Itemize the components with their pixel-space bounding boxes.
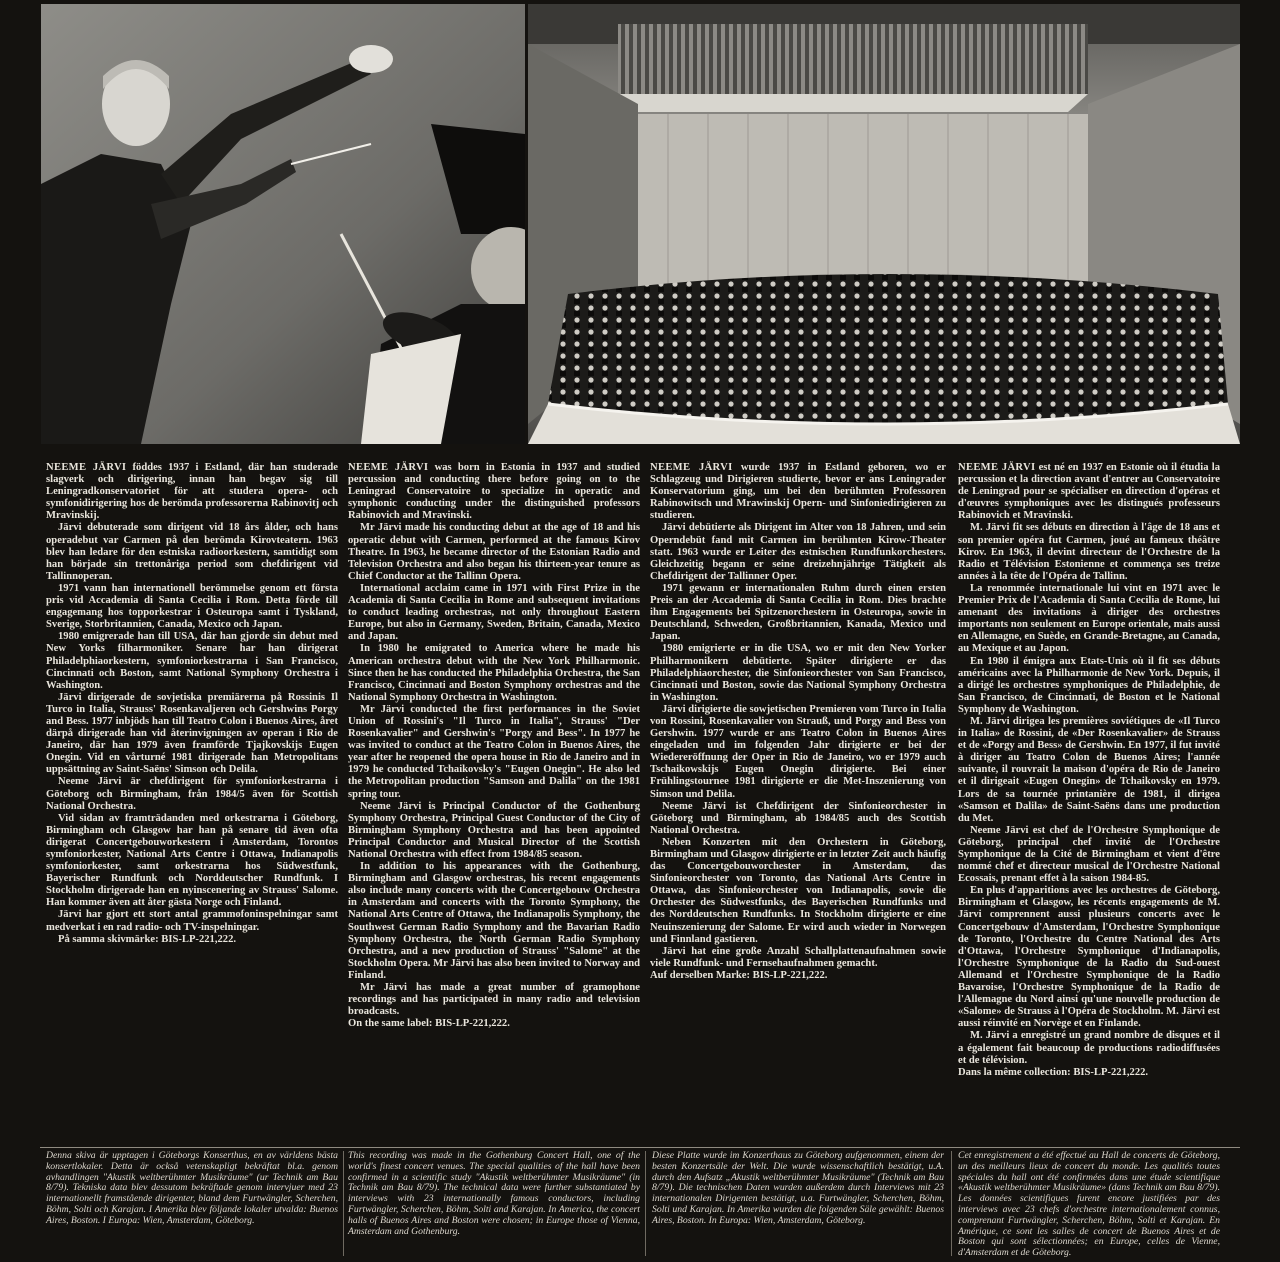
biography-english (348, 462, 640, 1030)
bio-paragraph: La renommée internationale lui vint en 1971 avec le Premier Prix de l'Academia di Santa Cecilia de Rome, lui amenant des invitations à diriger des orchestres importants non seulement en Europe orientale, mais aussi en Allemagne, en Suède, en Grande-Bretagne, au Canada, au Mexique et au Japon. (958, 582, 1220, 655)
bio-paragraph: 1971 gewann er internationalen Ruhm durch einen ersten Preis an der Accademia di Santa Cecilia in Rom. Dies brachte ihm Engagements bei Spitzenorchestern in Osteuropa, sowie in Deutschland, Schweden, Großbritannien, Kanada, Mexico und Japan. (650, 582, 946, 643)
orchestra-hall-photo (528, 4, 1240, 444)
conductor-photo (41, 4, 525, 444)
bio-paragraph: Neben Konzerten mit den Orchestern in Göteborg, Birmingham und Glasgow dirigierte er in letzter Zeit auch häufig das Concertgebouworchester in Amsterdam, das Sinfonieorchester von Toronto, das National Arts Centre in Ottawa, das Sinfonieorchester von Indianapolis, sowie die Orchester des Südwestfunks, des Bayerischen Rundfunks und des Norddeutschen Rundfunks. In Stockholm dirigierte er eine Neuinszenierung der Salome. Er wird auch wieder in Norwegen und Finnland gastieren. (650, 836, 946, 945)
recording-note-swedish: Denna skiva är upptagen i Göteborgs Konserthus, en av världens bästa konsertlokaler. Detta är också vetenskapligt bekräftat bl.a. genom avhandlingen "Akustik weltberühmter Musikräume" (ur Technik am Bau 8/79). Tekniska data blev dessutom bekräftade genom intervjuer med 23 internationellt framstående dirigenter, bland dem Furtwängler, Scherchen, Böhm, Solti och Karajan. I Amerika blev följande lokaler utvalda: Buenos Aires, Boston. I Europa: Wien, Amsterdam, Göteborg. (46, 1150, 338, 1226)
bio-paragraph: Mr Järvi has made a great number of gramophone recordings and has participated in many radio and television broadcasts. (348, 982, 640, 1018)
bio-paragraph: En 1980 il émigra aux Etats-Unis où il fit ses débuts américains avec la Philharmonie de New York. Depuis, il a dirigé les orchestres symphoniques de Philadelphie, de San Francisco, de Cincinnati, de Boston et le National Symphony de Washington. (958, 655, 1220, 715)
bio-paragraph: wurde 1937 in Estland geboren, wo er Schlagzeug und Dirigieren studierte, bevor er ans Leningrader Konservatorium ging, um bei den berühmten Professoren Rabinowitsch und Mrawinskij Opern- und Sinfoniedirigieren zu studieren. (650, 462, 946, 522)
column-divider (951, 1151, 952, 1256)
bio-paragraph: Mr Järvi conducted the first performances in the Soviet Union of Rossini's "Il Turco in Italia", Strauss' "Der Rosenkavalier" and Gershwin's "Porgy and Bess". In 1977 he was invited to conduct at the Teatro Colon in Buenos Aires, the year after he reopened the opera house in Rio de Janeiro and in 1979 he conducted Tchaikovsky's "Eugen Onegin". He also led the Metropolitan production "Samson and Dalila" on the 1981 spring tour. (348, 703, 640, 800)
bio-paragraph: Järvi dirigierte die sowjetischen Premieren vom Turco in Italia von Rossini, Rosenkavalier von Strauß, und Porgy and Bess von Gershwin. 1977 wurde er ans Teatro Colon in Buenos Aires eingeladen und im folgenden Jahr dirigierte er bei der Wiedereröffnung der Oper in Rio de Janeiro, wo er 1979 auch Tschaikowskijs Eugen Onegin dirigierte. Bei einer Frühlingstournee 1981 dirigierte er die Met-Inszenierung von Simson und Delila. (650, 703, 946, 800)
bio-paragraph: Neeme Järvi est chef de l'Orchestre Symphonique de Göteborg, principal chef invité de l'Orchestre Symphonique de la Cité de Birmingham et vient d'être nommé chef et directeur musical de l'Orchestre National Ecossais, prenant effet à la saison 1984-85. (958, 824, 1220, 885)
bio-paragraph: föddes 1937 i Estland, där han studerade slagverk och dirigering, innan han begav sig till Leningradkonservatoriet för att studera opera- och symfonidirigering hos de berömda professorerna Rabinovitj och Mravinskij. (46, 462, 338, 522)
column-divider (343, 1151, 344, 1256)
bio-paragraph: Järvi debuterade som dirigent vid 18 års ålder, och hans operadebut var Carmen på den berömda Kirovteatern. 1963 blev han ledare för den estniska radioorkestern, samtidigt som han började sin trettonåriga period som chefdirigent vid Tallinnoperan. (46, 522, 338, 582)
same-label-catalog: Auf derselben Marke: BIS-LP-221,222. (650, 969, 828, 981)
biography-swedish (46, 462, 338, 946)
bio-paragraph: In 1980 he emigrated to America where he made his American orchestra debut with the New York Philharmonic. Since then he has conducted the Philadelphia Orchestra, the San Francisco, Cincinnati and Boston Symphony orchestras and the National Symphony Orchestra in Washington. (348, 643, 640, 703)
bio-paragraph: 1971 vann han internationell berömmelse genom ett första pris vid Accademia di Santa Cecilia i Rom. Detta förde till engagemang hos topporkestrar i Osteuropa samt i Tyskland, Sverige, Storbritannien, Canada, Mexico och Japan. (46, 582, 338, 631)
conductor-name: NEEME JÄRVI (46, 462, 127, 473)
bio-paragraph: M. Järvi a enregistré un grand nombre de disques et il a également fait beaucoup de productions radiodiffusées et de télévision. (958, 1030, 1220, 1066)
conductor-name: NEEME JÄRVI (348, 462, 429, 473)
bio-paragraph: Järvi debütierte als Dirigent im Alter von 18 Jahren, und sein Operndebüt fand mit Carmen im berühmten Kirow-Theater statt. 1963 wurde er Leiter des estnischen Rundfunkorchesters. Gleichzeitig begann er seine dreizehnjährige Tätigkeit als Chefdirigent der Tallinner Oper. (650, 522, 946, 582)
bio-paragraph: est né en 1937 en Estonie où il étudia la percussion et la direction avant d'entrer au Conservatoire de Leningrad pour se spécialiser en direction d'opéras et d'œuvres symphoniques avec les distingués professeurs Rabinovich et Mravinski. (958, 462, 1220, 522)
bio-paragraph: M. Järvi dirigea les premières soviétiques de «Il Turco in Italia» de Rossini, de «Der Rosenkavalier» de Strauss et de «Porgy and Bess» de Gershwin. En 1977, il fut invité à diriger au Teatro Colon de Buenos Aires; l'année suivante, il rouvrait la maison d'opéra de Rio de Janeiro et il dirigeait «Eugen Onegin» de Tchaikovsky en 1979. Lors de sa tournée printanière de 1981, il dirigea «Samson et Dalila» de Saint-Saëns dans une production du Met. (958, 715, 1220, 824)
bio-paragraph: Neeme Järvi is Principal Conductor of the Gothenburg Symphony Orchestra, Principal Guest Conductor of the City of Birmingham Symphony Orchestra and has been appointed Principal Conductor and Musical Director of the Scottish National Orchestra with effect from 1984/85 season. (348, 800, 640, 860)
footnote-divider (40, 1147, 1240, 1148)
bio-paragraph: 1980 emigrerade han till USA, där han gjorde sin debut med New Yorks filharmoniker. Senare har han dirigerat Philadelphiaorkestern, symfoniorkestrarna i San Francisco, Cincinnati och Boston, samt National Symphony Orchestra i Washington. (46, 631, 338, 691)
bio-paragraph: Mr Järvi made his conducting debut at the age of 18 and his operatic debut with Carmen, performed at the famous Kirov Theatre. In 1963, he became director of the Estonian Radio and Television Orchestra and also began his thirteen-year tenure as Chief Conductor at the Tallinn Opera. (348, 522, 640, 582)
bio-paragraph: Vid sidan av framträdanden med orkestrarna i Göteborg, Birmingham och Glasgow har han på senare tid även ofta dirigerat Concertgebouworkestern i Amsterdam, Torontos symfoniorkester, National Arts Centre i Ottawa, Indianapolis symfoniorkester, samt orkestrarna hos Südwestfunk, Bayerischer Rundfunk och Norddeutscher Rundfunk. I Stockholm dirigerade han en nyinscenering av Strauss' Salome. Han kommer även att åter gästa Norge och Finland. (46, 812, 338, 909)
bio-paragraph: In addition to his appearances with the Gothenburg, Birmingham and Glasgow orchestras, his recent engagements also include many concerts with the Concertgebouw Orchestra in Amsterdam and concerts with the Toronto Symphony, the National Arts Centre of Ottawa, the Indianapolis Symphony, the Southwest German Radio Symphony and the Bavarian Radio Symphony Orchestra, the North German Radio Symphony Orchestra, and a new production of Strauss' "Salome" at the Stockholm Opera. Mr Järvi has also been invited to Norway and Finland. (348, 861, 640, 981)
column-divider (645, 1151, 646, 1256)
bio-paragraph: Neeme Järvi är chefdirigent för symfoniorkestrarna i Göteborg och Birmingham, från 1984/5 även för Scottish National Orchestra. (46, 776, 338, 812)
recording-note-english: This recording was made in the Gothenburg Concert Hall, one of the world's finest concert venues. The special qualities of the hall have been confirmed in a scientific study "Akustik weltberühmter Musikräume" (in Technik am Bau 8/79). The technical data were further substantiated by interviews with 23 internationally famous conductors, including Furtwängler, Scherchen, Böhm, Solti and Karajan. In America, the concert halls of Buenos Aires and Boston were chosen; in Europe those of Vienna, Amsterdam and Gothenburg. (348, 1150, 640, 1237)
biography-french (958, 462, 1220, 1079)
biography-german (650, 462, 946, 982)
same-label-catalog: På samma skivmärke: BIS-LP-221,222. (58, 933, 237, 945)
bio-paragraph: International acclaim came in 1971 with First Prize in the Academia di Santa Cecilia in Rome and subsequent invitations to conduct leading orchestras, not only throughout Eastern Europe, but also in Germany, Sweden, Britain, Canada, Mexico and Japan. (348, 582, 640, 643)
same-label-catalog: Dans la même collection: BIS-LP-221,222. (958, 1066, 1149, 1078)
bio-paragraph: Järvi hat eine große Anzahl Schallplattenaufnahmen sowie viele Rundfunk- und Fernsehaufnahmen gemacht. (650, 945, 946, 969)
bio-paragraph: M. Järvi fit ses débuts en direction à l'âge de 18 ans et son premier opéra fut Carmen, joué au fameux théâtre Kirov. En 1963, il devint directeur de l'Orchestre de la Radio et Télévision Estonienne et commença ses treize années à la tête de l'Opéra de Tallinn. (958, 522, 1220, 582)
recording-note-german: Diese Platte wurde im Konzerthaus zu Göteborg aufgenommen, einem der besten Konzertsäle der Welt. Die wurde wissenschaftlich bestätigt, u.A. durch den Aufsatz „Akustik weltberühmter Musikräume" (Technik am Bau 8/79). Die technischen Daten wurden außerdem durch Interviews mit 23 internationalen Dirigenten bestätigt, u.a. Furtwängler, Scherchen, Böhm, Solti und Karajan. In Amerika wurden die folgenden Säle gewählt: Buenos Aires, Boston. In Europa: Wien, Amsterdam, Göteborg. (652, 1150, 944, 1226)
conductor-photo-image (41, 4, 525, 444)
same-label-catalog: On the same label: BIS-LP-221,222. (348, 1018, 510, 1030)
bio-paragraph: En plus d'apparitions avec les orchestres de Göteborg, Birmingham et Glasgow, les récents engagements de M. Järvi comprennent aussi plusieurs concerts avec le Concertgebouw d'Amsterdam, l'Orchestre Symphonique de Toronto, l'Orchestre du Centre National des Arts d'Ottawa, l'Orchestre Symphonique d'Indianapolis, l'Orchestre Symphonique de la Radio du Sud-ouest Allemand et l'Orchestre Symphonique de la Radio Bavaroise, l'Orchestre Symphonique de la Radio de l'Allemagne du Nord ainsi qu'une nouvelle production de «Salome» de Strauss à l'Opéra de Stockholm. M. Järvi est aussi réinvité en Norvège et en Finlande. (958, 885, 1220, 1030)
conductor-name: NEEME JÄRVI (958, 462, 1036, 473)
bio-paragraph: Järvi dirigerade de sovjetiska premiärerna på Rossinis Il Turco in Italia, Strauss' Rosenkavaljeren och Gershwins Porgy and Bess. 1977 inbjöds han till Teatro Colon i Buenos Aires, året därpå dirigerade han vid återinvigningen av operan i Rio de Janeiro, där han 1979 även framförde Tjajkovskijs Eugen Onegin. Vid en vårturné 1981 dirigerade han Metropolitans uppsättning av Saint-Saëns' Simson och Delila. (46, 691, 338, 776)
bio-paragraph: 1980 emigrierte er in die USA, wo er mit den New Yorker Philharmonikern debütierte. Später dirigierte er das Philadelphiaorchester, die Sinfonieorchester von San Francisco, Cincinnati und Boston, sowie das National Symphony Orchestra in Washington. (650, 643, 946, 703)
bio-paragraph: Järvi har gjort ett stort antal grammofoninspelningar samt medverkat i en rad radio- och TV-inspelningar. (46, 909, 338, 933)
bio-paragraph: Neeme Järvi ist Chefdirigent der Sinfonieorchester in Göteborg und Birmingham, ab 1984/85 auch des Scottish National Orchestra. (650, 800, 946, 836)
bio-paragraph: was born in Estonia in 1937 and studied percussion and conducting there before going on to the Leningrad Conservatoire to specialize in operatic and symphonic conducting under the distinguished professors Rabinovich and Mravinski. (348, 462, 641, 522)
orchestra-hall-photo-image (528, 4, 1240, 444)
recording-note-french: Cet enregistrement a été effectué au Hall de concerts de Göteborg, un des meilleurs lieux de concert du monde. Les qualités toutes spéciales du hall ont été confirmées dans une étude scientifique «Akustik weltberühmter Musikräume» (dans Technik am Bau 8/79). Les données scientifiques furent encore justifiées par des interviews avec 23 chefs d'orchestre internationalement connus, comprenant Furtwängler, Scherchen, Böhm, Solti et Karajan. En Amérique, ce sont les salles de concert de Buenos Aires et de Boston qui sont sélectionnées; en Europe, celles de Vienne, d'Amsterdam et de Göteborg. (958, 1150, 1220, 1259)
conductor-name: NEEME JÄRVI (650, 462, 733, 473)
